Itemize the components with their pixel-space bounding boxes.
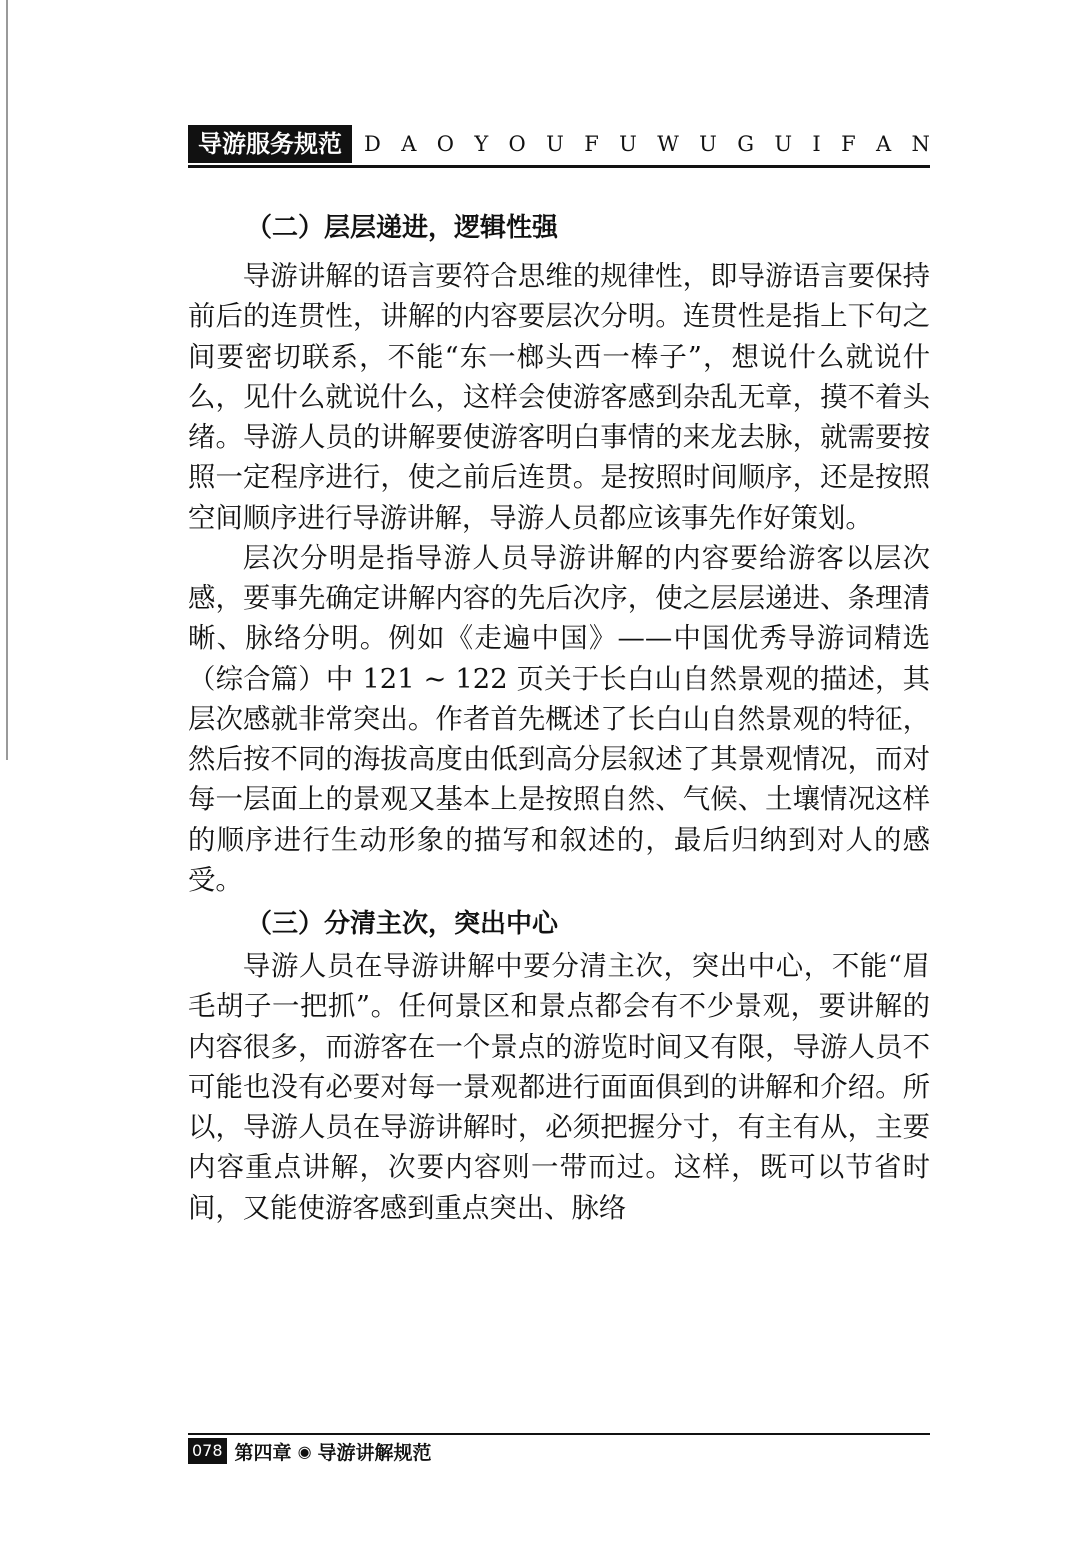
chapter-label: 第四章 — [234, 1441, 292, 1464]
header-rule — [188, 165, 930, 168]
header-letter: U — [699, 132, 717, 156]
header-letter: D — [364, 132, 381, 156]
bullet-icon: ◉ — [297, 1441, 312, 1461]
running-footer — [188, 1438, 432, 1464]
header-letter: U — [774, 132, 793, 156]
running-header — [188, 125, 930, 163]
chapter-title: 导游讲解规范 — [317, 1441, 432, 1464]
header-letter: F — [841, 132, 856, 156]
header-letter: O — [508, 132, 526, 156]
header-letter: I — [812, 132, 821, 156]
header-letter: A — [876, 132, 892, 156]
section-heading: （三）分清主次，突出中心 — [246, 909, 559, 939]
header-letter: A — [401, 132, 417, 156]
header-letter: U — [619, 132, 637, 156]
paragraph: 层次分明是指导游人员导游讲解的内容要给游客以层次感，要事先确定讲解内容的先后次序，使之层层递进、条理清晰、脉络分明。例如《走遍中国》——中国优秀导游词精选（综合篇）中 121 ~ 122 页关于长白山自然景观的描述，其层次感就非常突出。作者首先概述了长白山自然景观的特征，然后按不同的海拔高度由低到高分层叙述了其景观情况，而对每一层面上的景观又基本上是按照自然、气候、土壤情况这样的顺序进行生动形象的描写和叙述的，最后归纳到对人的感受。 — [188, 542, 930, 896]
header-letter: U — [546, 132, 564, 156]
header-letter: F — [584, 132, 599, 156]
header-letter: G — [737, 132, 754, 156]
page-number: 078 — [188, 1438, 227, 1464]
header-pinyin — [364, 125, 930, 163]
header-letter: W — [657, 132, 679, 156]
paragraph: 导游人员在导游讲解中要分清主次，突出中心，不能“眉毛胡子一把抓”。任何景区和景点都会有不少景观，要讲解的内容很多，而游客在一个景点的游览时间又有限，导游人员不可能也没有必要对每一景观都进行面面俱到的讲解和介绍。所以，导游人员在导游讲解时，必须把握分寸，有主有从，主要内容重点讲解，次要内容则一带而过。这样，既可以节省时间，又能使游客感到重点突出、脉络 — [188, 951, 930, 1224]
page-edge-shadow — [6, 0, 8, 760]
header-title: 导游服务规范 — [188, 125, 352, 163]
page-body — [188, 205, 930, 1229]
header-letter: Y — [474, 132, 489, 156]
header-letter: N — [911, 132, 930, 156]
footer-rule — [188, 1433, 930, 1435]
header-letter: O — [436, 132, 454, 156]
section-heading: （二）层层递进，逻辑性强 — [246, 213, 559, 243]
paragraph: 导游讲解的语言要符合思维的规律性，即导游语言要保持前后的连贯性，讲解的内容要层次分明。连贯性是指上下句之间要密切联系，不能“东一榔头西一棒子”，想说什么就说什么，见什么就说什么，这样会使游客感到杂乱无章，摸不着头绪。导游人员的讲解要使游客明白事情的来龙去脉，就需要按照一定程序进行，使之前后连贯。是按照时间顺序，还是按照空间顺序进行导游讲解，导游人员都应该事先作好策划。 — [188, 261, 930, 534]
